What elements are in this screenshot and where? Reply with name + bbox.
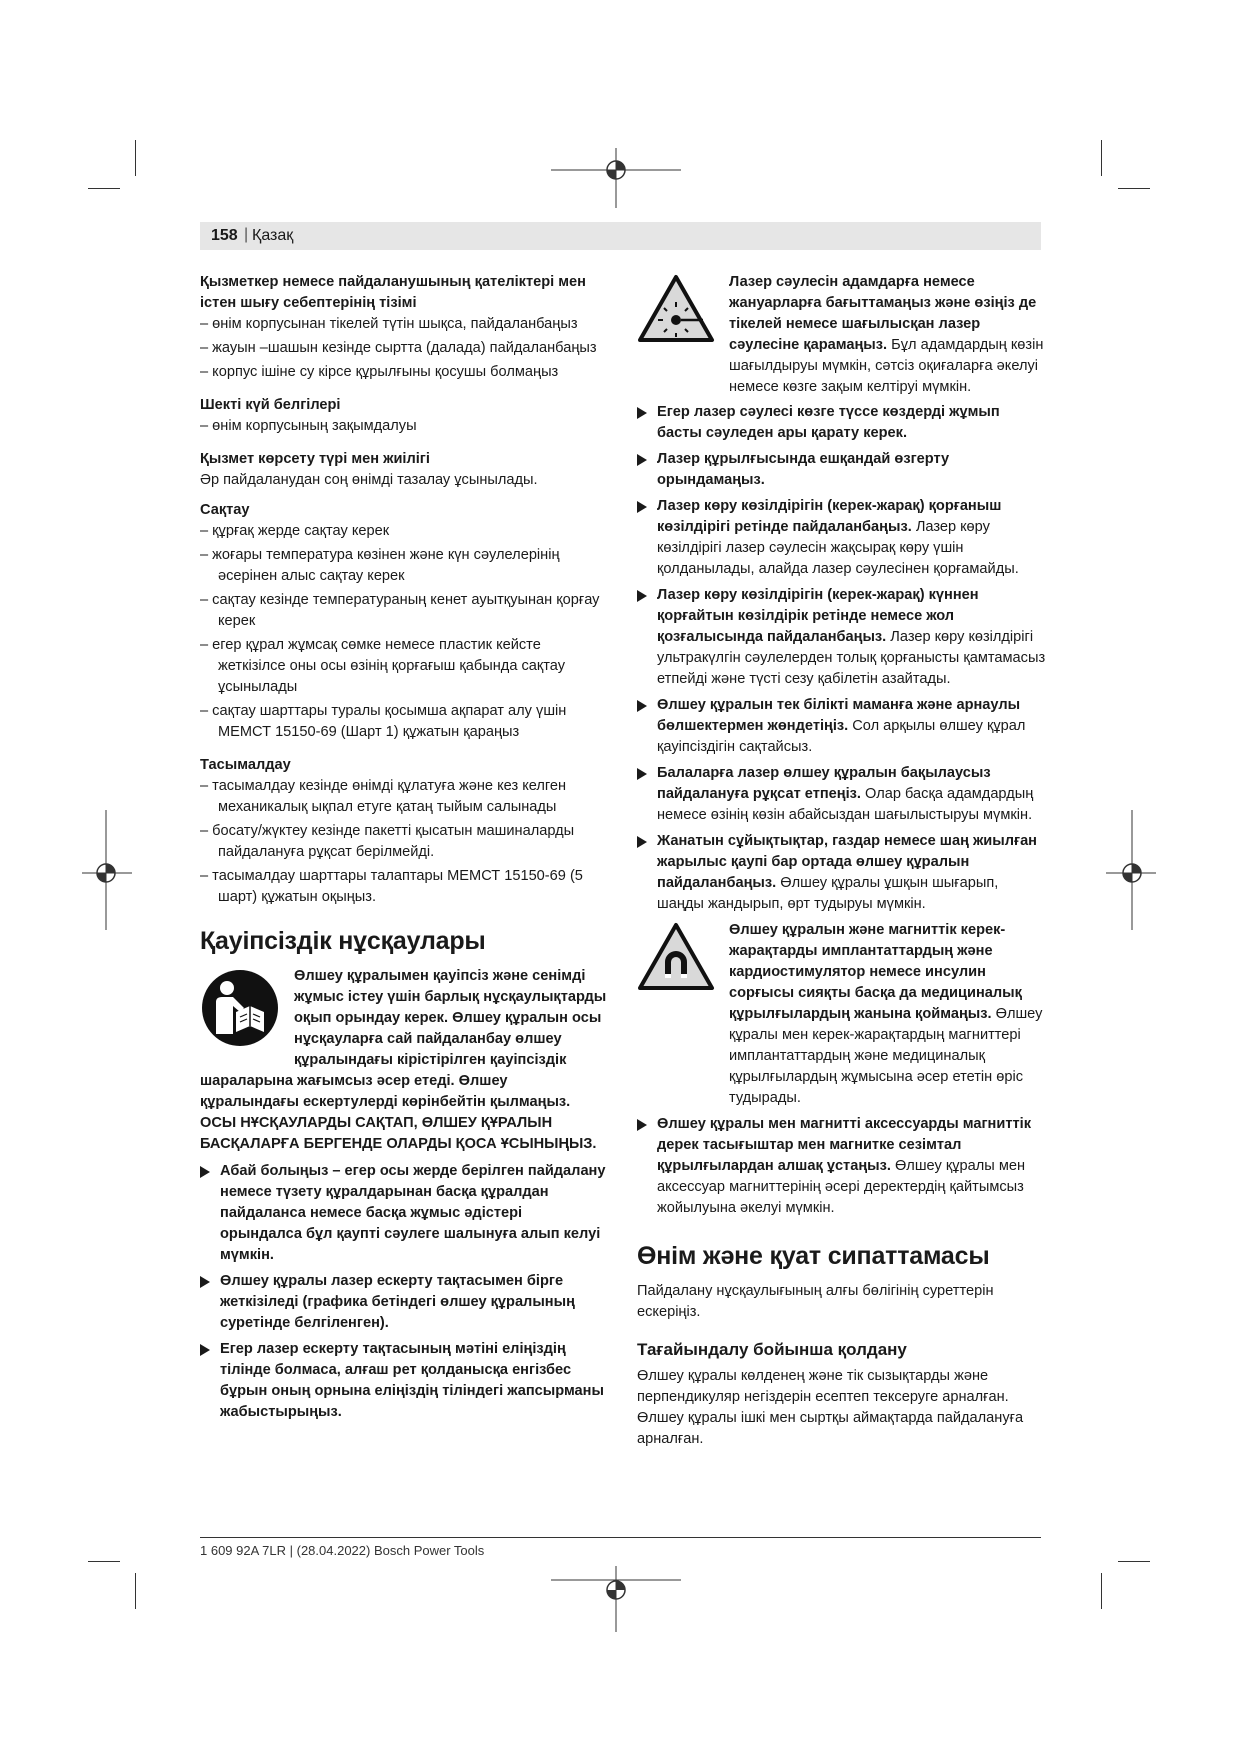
page-number: 158 bbox=[211, 227, 238, 244]
arrow-bullet-icon bbox=[200, 1344, 210, 1356]
section-title: Тасымалдау bbox=[200, 757, 291, 773]
section-title: Қызмет көрсету түрі мен жиілігі bbox=[200, 451, 430, 467]
warning-bullet: Лазер көру көзілдірігін (керек-жарақ) қорғаныш көзілдірігі ретінде пайдаланбаңыз. Лазер көру көзілдірігі лазер сәулесін жақсырақ көру үшін қолданылады, алайда лазер сәулесінен қорғамайды. bbox=[637, 496, 1047, 580]
warning-bullet: Абай болыңыз – егер осы жерде берілген пайдалану немесе түзету құралдарынан басқа құралдан пайдаланса немесе басқа жұмыс әдістері орындалса бұл қаупті сәулеге шалынуға алып келуі мүмкін. bbox=[200, 1161, 608, 1266]
laser-warning-bold: Лазер сәулесін адамдарға немесе жануарларға бағыттамаңыз және өзіңіз де тікелей немесе шағылысқан лазер сәулесіне қарамаңыз. bbox=[729, 274, 1037, 353]
header-separator: | bbox=[244, 226, 249, 243]
registration-target-icon bbox=[551, 148, 681, 208]
right-column bbox=[637, 272, 1047, 1450]
read-manual-icon bbox=[200, 968, 280, 1048]
header-language: Қазақ bbox=[252, 227, 294, 244]
paragraph: Өлшеу құралы ішкі мен сыртқы аймақтарда пайдалануға арналған. bbox=[637, 1410, 1024, 1447]
section-title: Шекті күй белгілері bbox=[200, 397, 341, 413]
safety-caps-note: ОСЫ НҰСҚАУЛАРДЫ САҚТАП, ӨЛШЕУ ҚҰРАЛЫН БАСҚАЛАРҒА БЕРГЕНДЕ ОЛАРДЫ ҚОСА ҰСЫНЫҢЫЗ. bbox=[200, 1115, 597, 1152]
registration-target-icon bbox=[1106, 810, 1156, 930]
magnet-warning-block bbox=[637, 920, 1047, 1109]
section-title: Қызметкер немесе пайдаланушының қателіктері мен істен шығу себептерінің тізімі bbox=[200, 274, 586, 311]
registration-target-icon bbox=[551, 1566, 681, 1632]
warning-bullet: Өлшеу құралы лазер ескерту тақтасымен бірге жеткізіледі (графика бетіндегі өлшеу құралының суретінде белгіленген). bbox=[200, 1271, 608, 1334]
page-footer: 1 609 92A 7LR | (28.04.2022) Bosch Power Tools bbox=[200, 1543, 485, 1558]
warning-bullet: Өлшеу құралы мен магнитті аксессуарды магниттік дерек тасығыштар мен магнитке сезімтал құрылғылардан алшақ ұстаңыз. Өлшеу құралы мен аксессуар магниттерінің әсері деректердің қайтымсыз жойылуына әкелуі мүмкін. bbox=[637, 1114, 1047, 1219]
magnet-warning-bold: Өлшеу құралын және магниттік керек-жарақтарды имплантаттардың және кардиостимулятор немесе инсулин сорғысы сияқты басқа да медициналық құрылғылардың жанына қоймаңыз. bbox=[729, 922, 1022, 1022]
section-title: Сақтау bbox=[200, 502, 250, 518]
safety-intro: Өлшеу құралымен қауіпсіз және сенімді жұмыс істеу үшін барлық нұсқаулықтарды оқып орындау керек. Өлшеу құралын осы нұсқауларға сай пайдаланбау өлшеу құралындағы кірістірілген қауіпсіздік шараларына жағымсыз әсер етеді. Өлшеу құралындағы ескертулерді көрінбейтін қылмаңыз. bbox=[200, 968, 607, 1110]
laser-warning-block bbox=[637, 272, 1047, 398]
arrow-bullet-icon bbox=[637, 590, 647, 602]
paragraph: Пайдалану нұсқаулығының алғы бөлігінің суреттерін ескеріңіз. bbox=[637, 1283, 994, 1320]
registration-target-icon bbox=[82, 810, 132, 930]
magnet-warning-icon bbox=[637, 922, 715, 992]
list-item: – өнім корпусының зақымдалуы bbox=[200, 418, 417, 434]
list-item: – босату/жүктеу кезінде пакетті қысатын машиналарды пайдалануға рұқсат берілмейді. bbox=[200, 823, 575, 860]
warning-bullet: Егер лазер ескерту тақтасының мәтіні еліңіздің тілінде болмаса, алғаш рет қолданысқа енгізбес бұрын оның орнына еліңіздің тіліндегі жапсырманы жабыстырыңыз. bbox=[200, 1339, 608, 1423]
list-item: – сақтау шарттары туралы қосымша ақпарат алу үшін МЕМСТ 15150-69 (Шарт 1) құжатын қараңыз bbox=[200, 703, 567, 740]
list-item: – сақтау кезінде температураның кенет ауытқуынан қорғау керек bbox=[200, 592, 600, 629]
crop-mark bbox=[88, 188, 120, 189]
warning-bullet: Өлшеу құралын тек білікті маманға және арнаулы бөлшектермен жөндетіңіз. Сол арқылы өлшеу құрал қауіпсіздігін сақтайсыз. bbox=[637, 695, 1047, 758]
safety-heading: Қауіпсіздік нұсқаулары bbox=[200, 927, 486, 955]
arrow-bullet-icon bbox=[637, 836, 647, 848]
paragraph: Өлшеу құралы көлденең және тік сызықтарды және перпендикуляр негіздерін есептеп тексеруге арналған. bbox=[637, 1368, 1009, 1405]
warning-bullet: Лазер көру көзілдірігін (керек-жарақ) күннен қорғайтын көзілдірік ретінде немесе жол қозғалысында пайдаланбаңыз. Лазер көру көзілдірігі ультракүлгін сәулелерден толық қорғанысты қамтамасыз етпейді және түсті сезу қабілетін азайтады. bbox=[637, 585, 1047, 690]
laser-warning-text: Бұл адамдардың көзін шағылдыруы мүмкін, сәтсіз оқиғаларға әкелуі немесе көзге зақым келтіруі мүмкін. bbox=[729, 337, 1044, 395]
arrow-bullet-icon bbox=[637, 768, 647, 780]
page-header bbox=[200, 222, 1041, 250]
arrow-bullet-icon bbox=[637, 454, 647, 466]
arrow-bullet-icon bbox=[637, 501, 647, 513]
crop-mark bbox=[1118, 188, 1150, 189]
list-item: – өнім корпусынан тікелей түтін шықса, пайдаланбаңыз bbox=[200, 316, 578, 332]
crop-mark bbox=[1101, 1573, 1102, 1609]
list-item: – корпус ішіне су кірсе құрылғыны қосушы болмаңыз bbox=[200, 364, 559, 380]
warning-bullet: Егер лазер сәулесі көзге түссе көздерді жұмып басты сәуледен ары қарату керек. bbox=[637, 402, 1047, 444]
list-item: – егер құрал жұмсақ сөмке немесе пластик кейсте жеткізілсе оны осы өзінің қорғағыш қабында сақтау ұсынылады bbox=[200, 637, 566, 695]
crop-mark bbox=[135, 140, 136, 176]
laser-warning-icon bbox=[637, 274, 715, 344]
crop-mark bbox=[1118, 1561, 1150, 1562]
crop-mark bbox=[135, 1573, 136, 1609]
magnet-warning-text: Өлшеу құралы мен керек-жарақтардың магниттері имплантаттардың және медициналық құрылғылардың жұмысына әсер ететін өріс тудырады. bbox=[729, 1006, 1043, 1106]
warning-bullet: Жанатын сұйықтықтар, газдар немесе шаң жиылған жарылыс қаупі бар ортада өлшеу құралын пайдаланбаңыз. Өлшеу құралы ұшқын шығарып, шаңды жандырып, өрт тудыруы мүмкін. bbox=[637, 831, 1047, 915]
arrow-bullet-icon bbox=[200, 1166, 210, 1178]
list-item: – құрғақ жерде сақтау керек bbox=[200, 523, 390, 539]
product-heading: Өнім және қуат сипаттамасы bbox=[637, 1242, 990, 1270]
warning-bullet: Балаларға лазер өлшеу құралын бақылаусыз пайдалануға рұқсат етпеңіз. Олар басқа адамдардың немесе өзінің көзін абайсыздан шағылыстыруы мүмкін. bbox=[637, 763, 1047, 826]
arrow-bullet-icon bbox=[637, 1119, 647, 1131]
paragraph: Әр пайдаланудан соң өнімді тазалау ұсынылады. bbox=[200, 472, 538, 488]
section-title: Тағайындалу бойынша қолдану bbox=[637, 1340, 907, 1359]
warning-bullet: Лазер құрылғысында ешқандай өзгерту орындамаңыз. bbox=[637, 449, 1047, 491]
list-item: – жоғары температура көзінен және күн сәулелерінің әсерінен алыс сақтау керек bbox=[200, 547, 560, 584]
arrow-bullet-icon bbox=[200, 1276, 210, 1288]
read-manual-block bbox=[200, 966, 608, 1155]
crop-mark bbox=[1101, 140, 1102, 176]
list-item: – жауын –шашын кезінде сыртта (далада) пайдаланбаңыз bbox=[200, 340, 597, 356]
crop-mark bbox=[88, 1561, 120, 1562]
left-column bbox=[200, 272, 608, 1428]
list-item: – тасымалдау кезінде өнімді құлатуға және кез келген механикалық ықпал етуге қатаң тыйым салынады bbox=[200, 778, 567, 815]
arrow-bullet-icon bbox=[637, 407, 647, 419]
arrow-bullet-icon bbox=[637, 700, 647, 712]
footer-rule bbox=[200, 1537, 1041, 1538]
list-item: – тасымалдау шарттары талаптары МЕМСТ 15150-69 (5 шарт) құжатын оқыңыз. bbox=[200, 868, 583, 905]
